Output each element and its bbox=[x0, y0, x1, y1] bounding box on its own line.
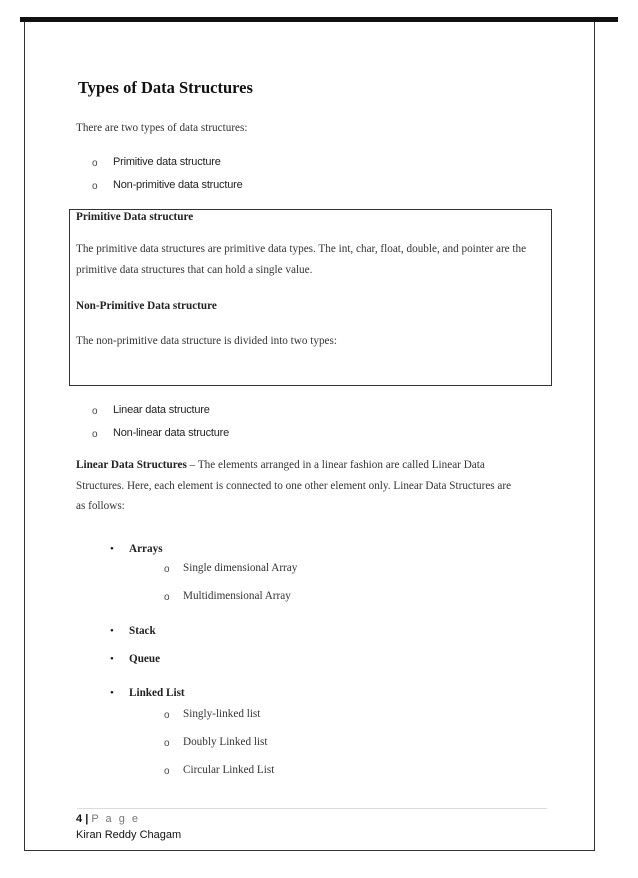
intro-text: There are two types of data structures: bbox=[76, 122, 248, 134]
linear-definition: – The elements arranged in a linear fashion are called Linear Data bbox=[186, 459, 485, 471]
circle-bullet-icon: o bbox=[164, 592, 170, 603]
list-item-arrays: Arrays bbox=[129, 543, 163, 555]
list-item-queue: Queue bbox=[129, 653, 161, 665]
list-item-stack: Stack bbox=[129, 625, 156, 637]
primitive-text-line-2: primitive data structures that can hold a single value. bbox=[76, 264, 313, 276]
dot-bullet-icon: • bbox=[110, 543, 114, 555]
page-separator: | bbox=[85, 813, 89, 825]
sub-item-circular-linked: Circular Linked List bbox=[183, 764, 275, 776]
dot-bullet-icon: • bbox=[110, 653, 114, 665]
nonprimitive-heading: Non-Primitive Data structure bbox=[76, 300, 217, 312]
type-item-nonprimitive: Non-primitive data structure bbox=[113, 179, 243, 191]
sub-item-single-array: Single dimensional Array bbox=[183, 562, 298, 574]
sub-item-multi-array: Multidimensional Array bbox=[183, 590, 291, 602]
page-title: Types of Data Structures bbox=[78, 78, 253, 97]
nonprimitive-item-nonlinear: Non-linear data structure bbox=[113, 427, 230, 439]
linear-paragraph-line-2: Structures. Here, each element is connected to one other element only. Linear Data Structures are bbox=[76, 480, 512, 492]
page-number: 4 bbox=[76, 813, 83, 825]
primitive-text-line-1: The primitive data structures are primitive data types. The int, char, float, double, and pointer are the bbox=[76, 243, 527, 255]
circle-bullet-icon: o bbox=[164, 738, 170, 749]
nonprimitive-text: The non-primitive data structure is divided into two types: bbox=[76, 335, 337, 347]
linear-paragraph-line-3: as follows: bbox=[76, 500, 125, 512]
page-label: P a g e bbox=[91, 813, 140, 825]
circle-bullet-icon: o bbox=[92, 406, 98, 417]
primitive-heading: Primitive Data structure bbox=[76, 211, 194, 223]
circle-bullet-icon: o bbox=[92, 429, 98, 440]
footer-rule bbox=[77, 808, 547, 809]
type-item-primitive: Primitive data structure bbox=[113, 156, 221, 168]
sub-item-doubly-linked: Doubly Linked list bbox=[183, 736, 268, 748]
footer-author: Kiran Reddy Chagam bbox=[76, 829, 182, 841]
circle-bullet-icon: o bbox=[92, 181, 98, 192]
dot-bullet-icon: • bbox=[110, 625, 114, 637]
sub-item-singly-linked: Singly-linked list bbox=[183, 708, 261, 720]
definition-box bbox=[69, 209, 552, 386]
linear-paragraph-line-1 bbox=[76, 459, 485, 471]
circle-bullet-icon: o bbox=[164, 710, 170, 721]
circle-bullet-icon: o bbox=[164, 766, 170, 777]
list-item-linked-list: Linked List bbox=[129, 687, 185, 699]
page-frame bbox=[24, 22, 595, 851]
page-number-line bbox=[76, 813, 140, 825]
nonprimitive-item-linear: Linear data structure bbox=[113, 404, 210, 416]
circle-bullet-icon: o bbox=[164, 564, 170, 575]
circle-bullet-icon: o bbox=[92, 158, 98, 169]
dot-bullet-icon: • bbox=[110, 687, 114, 699]
linear-term: Linear Data Structures bbox=[76, 459, 187, 471]
